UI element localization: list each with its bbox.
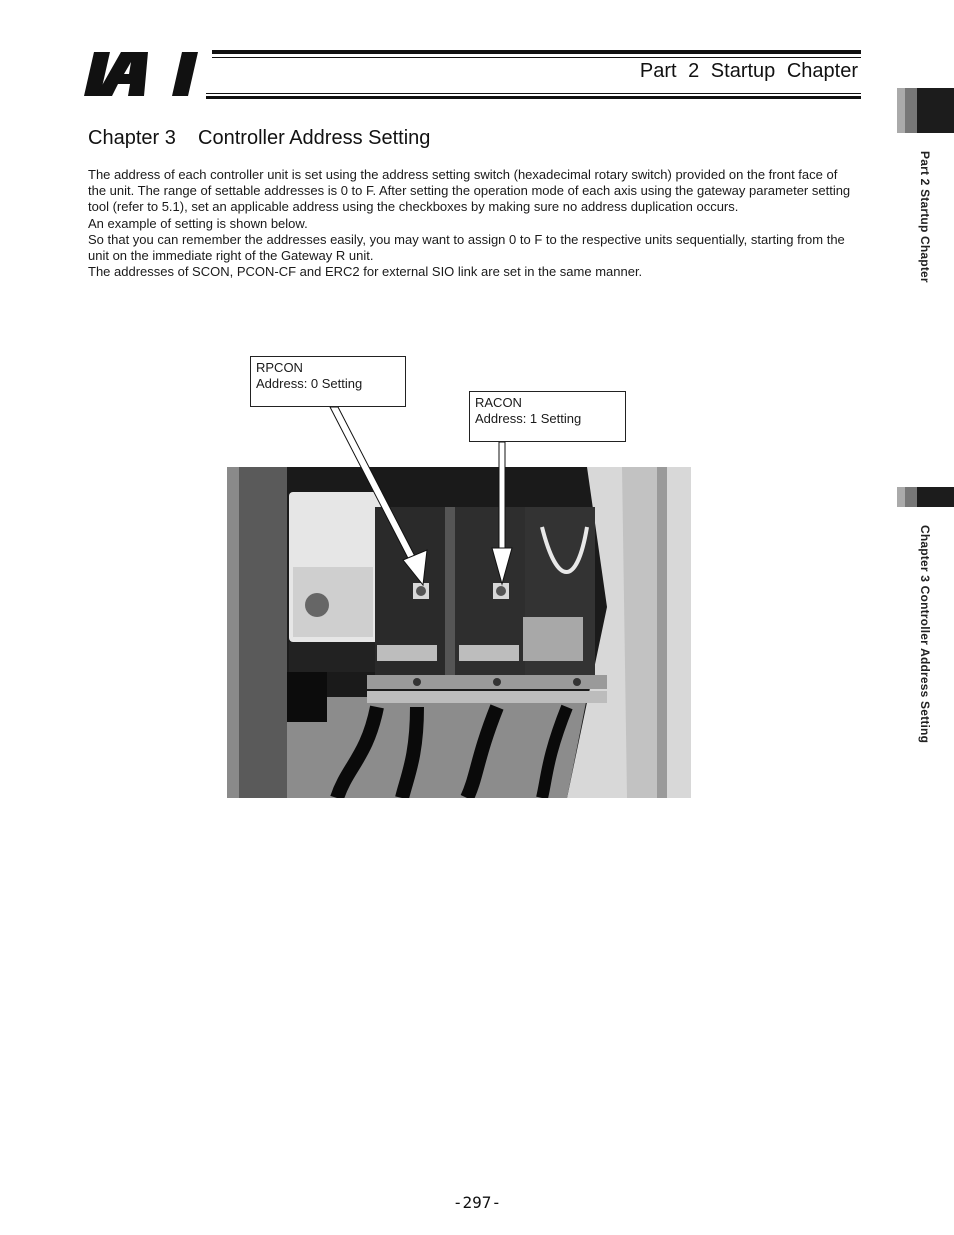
side-tab-part: Part 2 Startup Chapter — [918, 151, 932, 283]
header-rule — [206, 96, 861, 99]
callout-racon — [469, 391, 626, 442]
side-tab-marker — [897, 88, 954, 133]
page-number: -297- — [452, 1193, 502, 1212]
paragraph: So that you can remember the addresses easily, you may want to assign 0 to F to the respective units sequentially, starting from the unit on the immediate right of the Gateway R unit. — [88, 231, 845, 264]
callout-label: Address: 1 Setting — [475, 411, 582, 426]
callout-label: RPCON — [256, 360, 303, 375]
paragraph: The address of each controller unit is set using the address setting switch (hexadecimal rotary switch) provided on the front face of the unit. The range of settable addresses is 0 to F. After setting the operation mode of each axis using the gateway parameter setting tool (refer to 5.1), set an applicable address using the checkboxes by making sure no address duplication occurs. — [88, 167, 851, 215]
header-rule — [206, 93, 861, 94]
paragraph: An example of setting is shown below. — [88, 215, 308, 231]
side-tab-marker — [897, 487, 954, 507]
header-rule — [212, 50, 861, 54]
side-tab-chapter: Chapter 3 Controller Address Setting — [918, 525, 932, 744]
header-rule — [212, 57, 861, 58]
controller-photo — [227, 467, 691, 798]
paragraph: The addresses of SCON, PCON-CF and ERC2 for external SIO link are set in the same manner. — [88, 264, 643, 280]
iai-logo — [84, 50, 204, 98]
body-text — [88, 167, 858, 280]
callout-rpcon — [250, 356, 406, 407]
chapter-title: Chapter 3 Controller Address Setting — [88, 127, 431, 149]
callout-label: Address: 0 Setting — [256, 376, 363, 391]
part-title: Part 2 Startup Chapter — [639, 60, 858, 82]
callout-label: RACON — [475, 395, 522, 410]
